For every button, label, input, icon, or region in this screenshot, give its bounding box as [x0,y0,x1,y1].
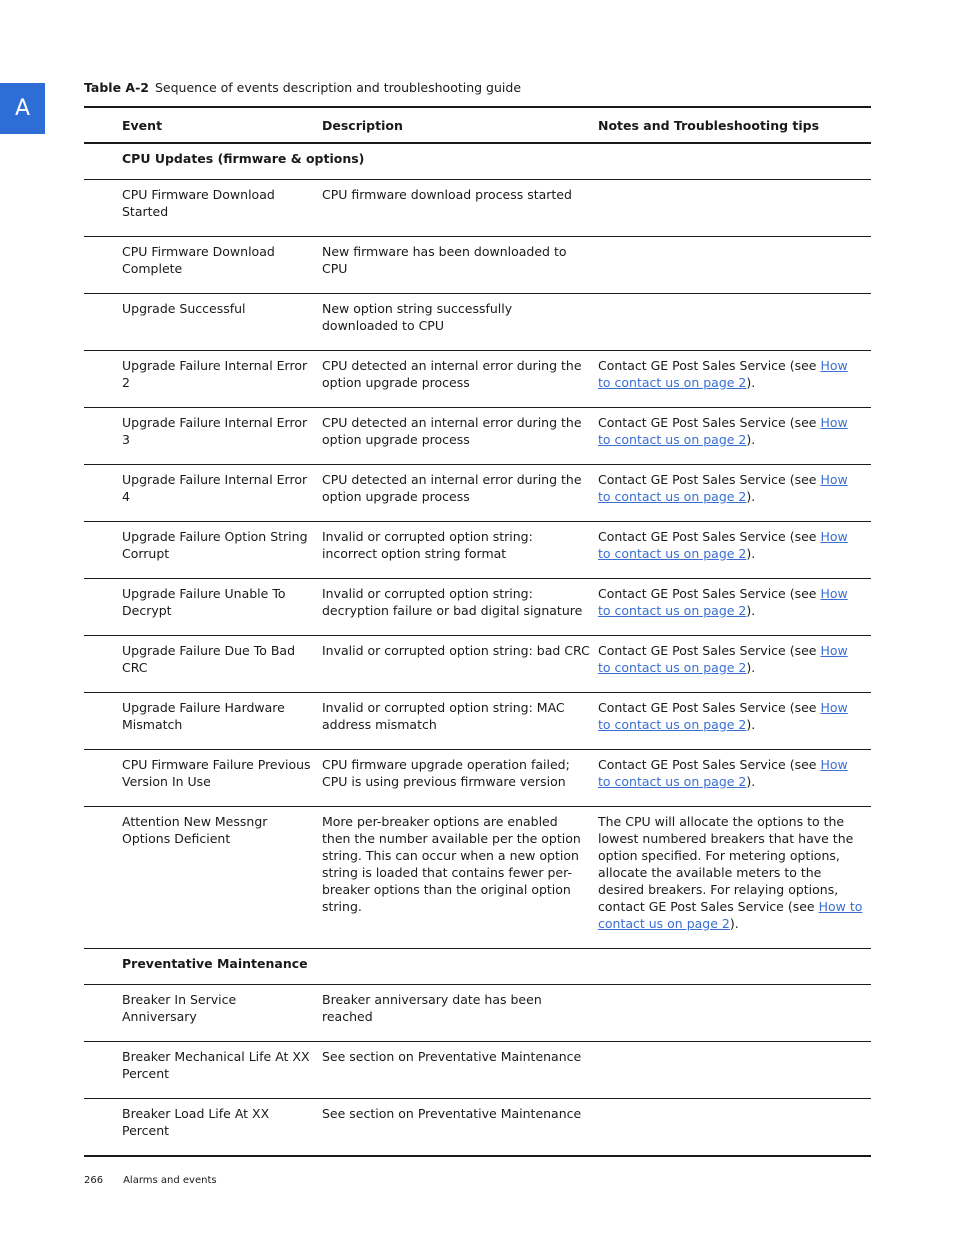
description-cell: CPU firmware download process started [322,187,572,202]
description-cell: CPU firmware upgrade operation failed; CPU is using previous firmware version [322,757,570,789]
table-row [84,807,871,949]
notes-cell [598,465,871,522]
notes-cell [598,579,871,636]
notes-cell [598,750,871,807]
page-number: 266 [84,1175,104,1186]
notes-text: Contact GE Post Sales Service (see [598,586,821,601]
table-row [84,465,871,522]
notes-text: Contact GE Post Sales Service (see [598,757,821,772]
notes-text: The CPU will allocate the options to the lowest numbered breakers that have the option specified. For metering options, allocate the available meters to the desired breakers. For relaying options, contact GE Post Sales Service (see [598,814,854,914]
notes-suffix: ). [746,603,756,618]
contact-us-link[interactable]: How to contact us on page 2 [598,643,848,675]
notes-cell [598,237,871,294]
notes-suffix: ). [729,916,739,931]
table-caption-text: Sequence of events description and troubleshooting guide [154,80,522,95]
notes-suffix: ). [746,375,756,390]
notes-text: Contact GE Post Sales Service (see [598,472,821,487]
section-title: CPU Updates (firmware & options) [122,151,365,166]
description-cell: Invalid or corrupted option string: bad CRC [322,643,590,658]
table-row [84,180,871,237]
description-cell: See section on Preventative Maintenance [322,1106,582,1121]
notes-suffix: ). [746,717,756,732]
contact-us-link[interactable]: How to contact us on page 2 [598,415,848,447]
table-row [84,1042,871,1099]
description-cell: CPU detected an internal error during the option upgrade process [322,415,582,447]
contact-us-link[interactable]: How to contact us on page 2 [598,472,848,504]
notes-text: Contact GE Post Sales Service (see [598,643,821,658]
contact-us-link[interactable]: How to contact us on page 2 [598,529,848,561]
section-row [84,949,871,985]
notes-cell [598,294,871,351]
notes-cell [598,1042,871,1099]
notes-cell [598,636,871,693]
event-cell: Upgrade Failure Option String Corrupt [122,529,308,561]
description-cell: New firmware has been downloaded to CPU [322,244,567,276]
table-row [84,522,871,579]
table-row [84,408,871,465]
contact-us-link[interactable]: How to contact us on page 2 [598,757,848,789]
table-body [84,143,871,1156]
header-event: Event [122,117,163,133]
footer-section-title: Alarms and events [123,1175,217,1186]
page-footer [84,1175,217,1186]
table-row [84,294,871,351]
event-cell: Attention New Messngr Options Deficient [122,814,268,846]
description-cell: More per-breaker options are enabled then the number available per the option string. This can occur when a new option string is loaded that contains fewer per-breaker options than the original option string. [322,814,581,914]
event-cell: Upgrade Failure Internal Error 4 [122,472,308,504]
section-tab-marker: A [0,83,45,134]
events-table [84,106,871,1157]
notes-cell [598,180,871,237]
table-row [84,1099,871,1157]
description-cell: Invalid or corrupted option string: MAC address mismatch [322,700,565,732]
table-row [84,351,871,408]
event-cell: Breaker In Service Anniversary [122,992,237,1024]
description-cell: Invalid or corrupted option string: decryption failure or bad digital signature [322,586,583,618]
section-row [84,143,871,180]
notes-cell [598,807,871,949]
notes-cell [598,693,871,750]
contact-us-link[interactable]: How to contact us on page 2 [598,586,848,618]
event-cell: Upgrade Successful [122,301,246,316]
contact-us-link[interactable]: How to contact us on page 2 [598,700,848,732]
description-cell: Breaker anniversary date has been reached [322,992,542,1024]
event-cell: Upgrade Failure Unable To Decrypt [122,586,286,618]
notes-suffix: ). [746,660,756,675]
table-row [84,985,871,1042]
notes-suffix: ). [746,432,756,447]
notes-text: Contact GE Post Sales Service (see [598,415,821,430]
event-cell: CPU Firmware Failure Previous Version In Use [122,757,311,789]
description-cell: CPU detected an internal error during the option upgrade process [322,472,582,504]
table-row [84,636,871,693]
notes-suffix: ). [746,546,756,561]
contact-us-link[interactable]: How to contact us on page 2 [598,899,863,931]
table-row [84,579,871,636]
notes-suffix: ). [746,774,756,789]
table-row [84,693,871,750]
notes-suffix: ). [746,489,756,504]
description-cell: Invalid or corrupted option string: incorrect option string format [322,529,533,561]
notes-text: Contact GE Post Sales Service (see [598,700,821,715]
header-notes: Notes and Troubleshooting tips [598,117,820,133]
table-header-row [84,107,871,143]
notes-text: Contact GE Post Sales Service (see [598,529,821,544]
notes-cell [598,1099,871,1157]
table-caption [84,80,521,95]
event-cell: Breaker Mechanical Life At XX Percent [122,1049,310,1081]
event-cell: Upgrade Failure Due To Bad CRC [122,643,296,675]
event-cell: Upgrade Failure Internal Error 3 [122,415,308,447]
table-row [84,750,871,807]
notes-text: Contact GE Post Sales Service (see [598,358,821,373]
notes-cell [598,985,871,1042]
event-cell: Upgrade Failure Internal Error 2 [122,358,308,390]
section-title: Preventative Maintenance [122,956,308,971]
description-cell: New option string successfully downloaded to CPU [322,301,513,333]
notes-cell [598,408,871,465]
header-description: Description [322,117,403,133]
event-cell: Upgrade Failure Hardware Mismatch [122,700,285,732]
event-cell: CPU Firmware Download Started [122,187,275,219]
event-cell: CPU Firmware Download Complete [122,244,275,276]
table-caption-label: Table A-2 [84,80,149,95]
event-cell: Breaker Load Life At XX Percent [122,1106,270,1138]
table-row [84,237,871,294]
description-cell: CPU detected an internal error during the option upgrade process [322,358,582,390]
description-cell: See section on Preventative Maintenance [322,1049,582,1064]
contact-us-link[interactable]: How to contact us on page 2 [598,358,848,390]
notes-cell [598,351,871,408]
notes-cell [598,522,871,579]
